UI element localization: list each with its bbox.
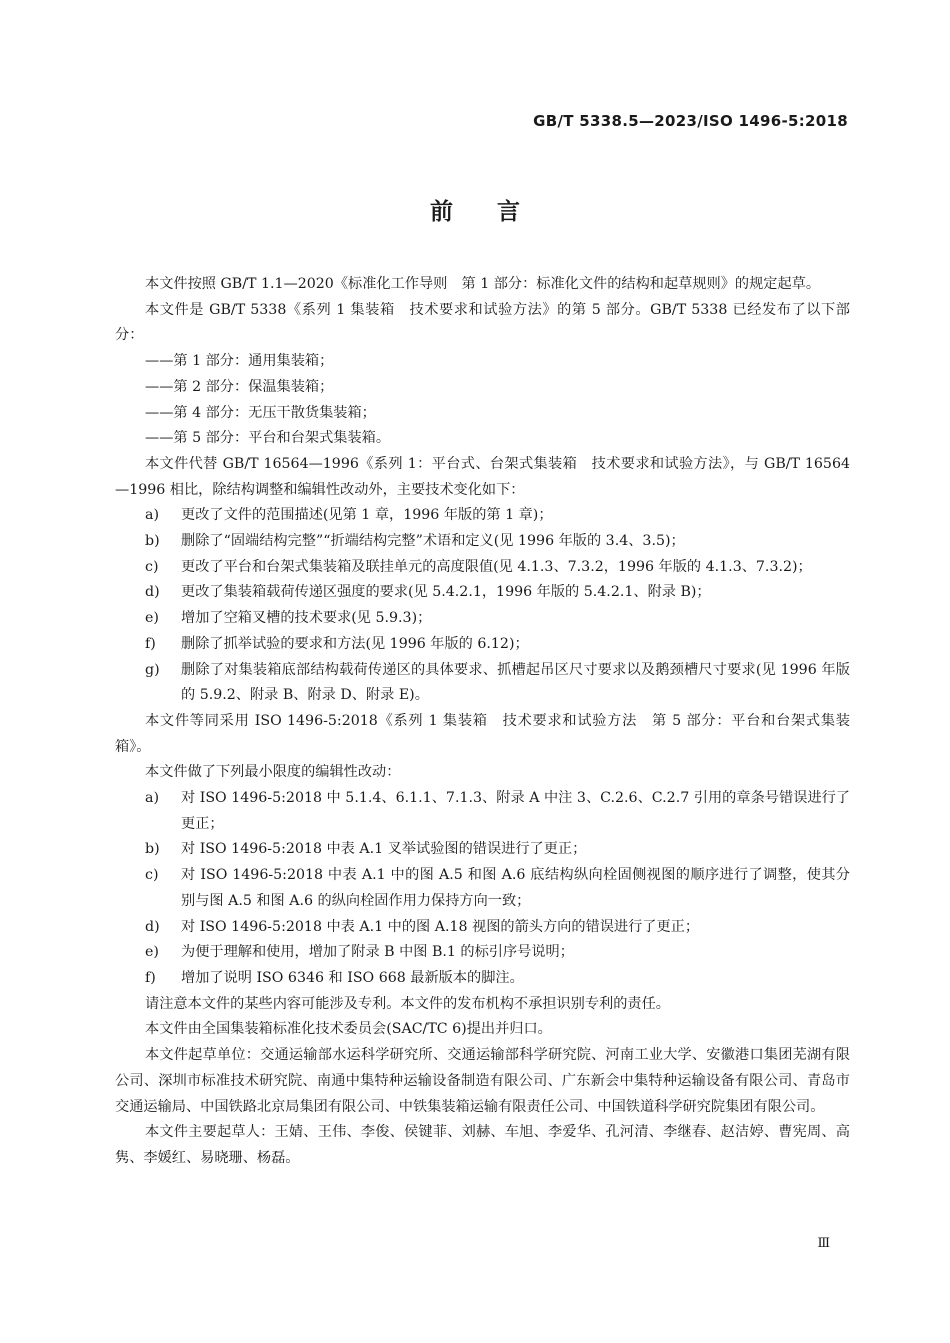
- item-mark: c): [145, 558, 159, 575]
- item-text: 删除了抓举试验的要求和方法(见 1996 年版的 6.12)；: [181, 635, 529, 652]
- part-list-item: ——第 4 部分：无压干散货集装箱；: [145, 404, 376, 421]
- equivalence-paragraph: 本文件等同采用 ISO 1496-5:2018《系列 1 集装箱 技术要求和试验方法 第 5 部分：平台和台架式集装箱》。: [115, 712, 850, 755]
- editorial-change-item: [115, 940, 850, 966]
- tech-change-item: [115, 606, 850, 632]
- item-text: 对 ISO 1496-5:2018 中表 A.1 叉举试验图的错误进行了更正；: [181, 841, 587, 858]
- item-mark: c): [145, 867, 159, 884]
- tech-change-item: [115, 529, 850, 555]
- editorial-intro: 本文件做了下列最小限度的编辑性改动：: [145, 764, 401, 781]
- drafting-units-paragraph: 本文件起草单位：交通运输部水运科学研究所、交通运输部科学研究院、河南工业大学、安徽港口集团芜湖有限公司、深圳市标准技术研究院、南通中集特种运输设备制造有限公司、广东新会中集特种运输设备有限公司、青岛市交通运输局、中国铁路北京局集团有限公司、中铁集装箱运输有限责任公司、中国铁道科学研究院集团有限公司。: [115, 1047, 850, 1115]
- part-list-item: ——第 5 部分：平台和台架式集装箱。: [145, 430, 391, 447]
- tech-change-item: [115, 580, 850, 606]
- item-mark: e): [145, 610, 159, 627]
- drafters-paragraph: 本文件主要起草人：王婧、王伟、李俊、侯键菲、刘赫、车旭、李爱华、孔河清、李继春、赵洁婷、曹宪周、高隽、李媛红、易晓珊、杨磊。: [115, 1124, 850, 1166]
- item-text: 对 ISO 1496-5:2018 中表 A.1 中的图 A.18 视图的箭头方向的错误进行了更正；: [181, 918, 700, 935]
- intro-paragraph: 本文件是 GB/T 5338《系列 1 集装箱 技术要求和试验方法》的第 5 部分。GB/T 5338 已经发布了以下部分：: [115, 301, 850, 344]
- item-mark: e): [145, 944, 159, 961]
- tech-change-item: [115, 503, 850, 529]
- document-body: [115, 272, 850, 1172]
- item-text: 对 ISO 1496-5:2018 中表 A.1 中的图 A.5 和图 A.6 底结构纵向栓固侧视图的顺序进行了调整，使其分别与图 A.5 和图 A.6 的纵向栓固作用力保持方向一致；: [181, 867, 850, 909]
- item-text: 增加了空箱叉槽的技术要求(见 5.9.3)；: [181, 610, 432, 627]
- editorial-change-item: [115, 786, 850, 837]
- item-text: 删除了“固端结构完整”“折端结构完整”术语和定义(见 1996 年版的 3.4、3.5)；: [181, 533, 685, 550]
- item-text: 更改了文件的范围描述(见第 1 章，1996 年版的第 1 章)；: [181, 507, 553, 524]
- part-list-item: ——第 1 部分：通用集装箱；: [145, 353, 334, 370]
- item-text: 增加了说明 ISO 6346 和 ISO 668 最新版本的脚注。: [181, 969, 524, 986]
- item-text: 对 ISO 1496-5:2018 中 5.1.4、6.1.1、7.1.3、附录 A 中注 3、C.2.6、C.2.7 引用的章条号错误进行了更正；: [181, 790, 850, 832]
- patent-notice: 请注意本文件的某些内容可能涉及专利。本文件的发布机构不承担识别专利的责任。: [145, 995, 670, 1012]
- item-mark: d): [145, 918, 160, 935]
- editorial-change-item: [115, 966, 850, 992]
- item-text: 更改了平台和台架式集装箱及联挂单元的高度限值(见 4.1.3、7.3.2，1996 年版的 4.1.3、7.3.2)；: [181, 558, 812, 575]
- editorial-change-item: [115, 837, 850, 863]
- item-mark: f): [145, 969, 156, 986]
- item-mark: b): [145, 533, 160, 550]
- committee-paragraph: 本文件由全国集装箱标准化技术委员会(SAC/TC 6)提出并归口。: [145, 1021, 552, 1038]
- item-mark: a): [145, 790, 159, 807]
- item-text: 更改了集装箱载荷传递区强度的要求(见 5.4.2.1，1996 年版的 5.4.2.1、附录 B)；: [181, 584, 711, 601]
- tech-change-item: [115, 658, 850, 709]
- item-mark: a): [145, 507, 159, 524]
- intro-paragraph: 本文件按照 GB/T 1.1—2020《标准化工作导则 第 1 部分：标准化文件的结构和起草规则》的规定起草。: [145, 276, 821, 292]
- page-title: 前言: [430, 199, 564, 225]
- standard-code: GB/T 5338.5—2023/ISO 1496-5:2018: [533, 112, 848, 130]
- item-text: 为便于理解和使用，增加了附录 B 中图 B.1 的标引序号说明；: [181, 944, 574, 961]
- replace-paragraph: 本文件代替 GB/T 16564—1996《系列 1：平台式、台架式集装箱 技术要求和试验方法》，与 GB/T 16564—1996 相比，除结构调整和编辑性改动外，主要技术变化如下：: [115, 455, 850, 498]
- part-list-item: ——第 2 部分：保温集装箱；: [145, 378, 334, 395]
- editorial-change-item: [115, 863, 850, 914]
- editorial-change-item: [115, 915, 850, 941]
- tech-change-item: [115, 632, 850, 658]
- item-mark: b): [145, 841, 160, 858]
- tech-change-item: [115, 555, 850, 581]
- item-mark: d): [145, 584, 160, 601]
- item-mark: f): [145, 635, 156, 652]
- item-text: 删除了对集装箱底部结构载荷传递区的具体要求、抓槽起吊区尺寸要求以及鹅颈槽尺寸要求(见 1996 年版的 5.9.2、附录 B、附录 D、附录 E)。: [181, 661, 850, 704]
- page-number: Ⅲ: [817, 1236, 830, 1251]
- item-mark: g): [145, 661, 160, 678]
